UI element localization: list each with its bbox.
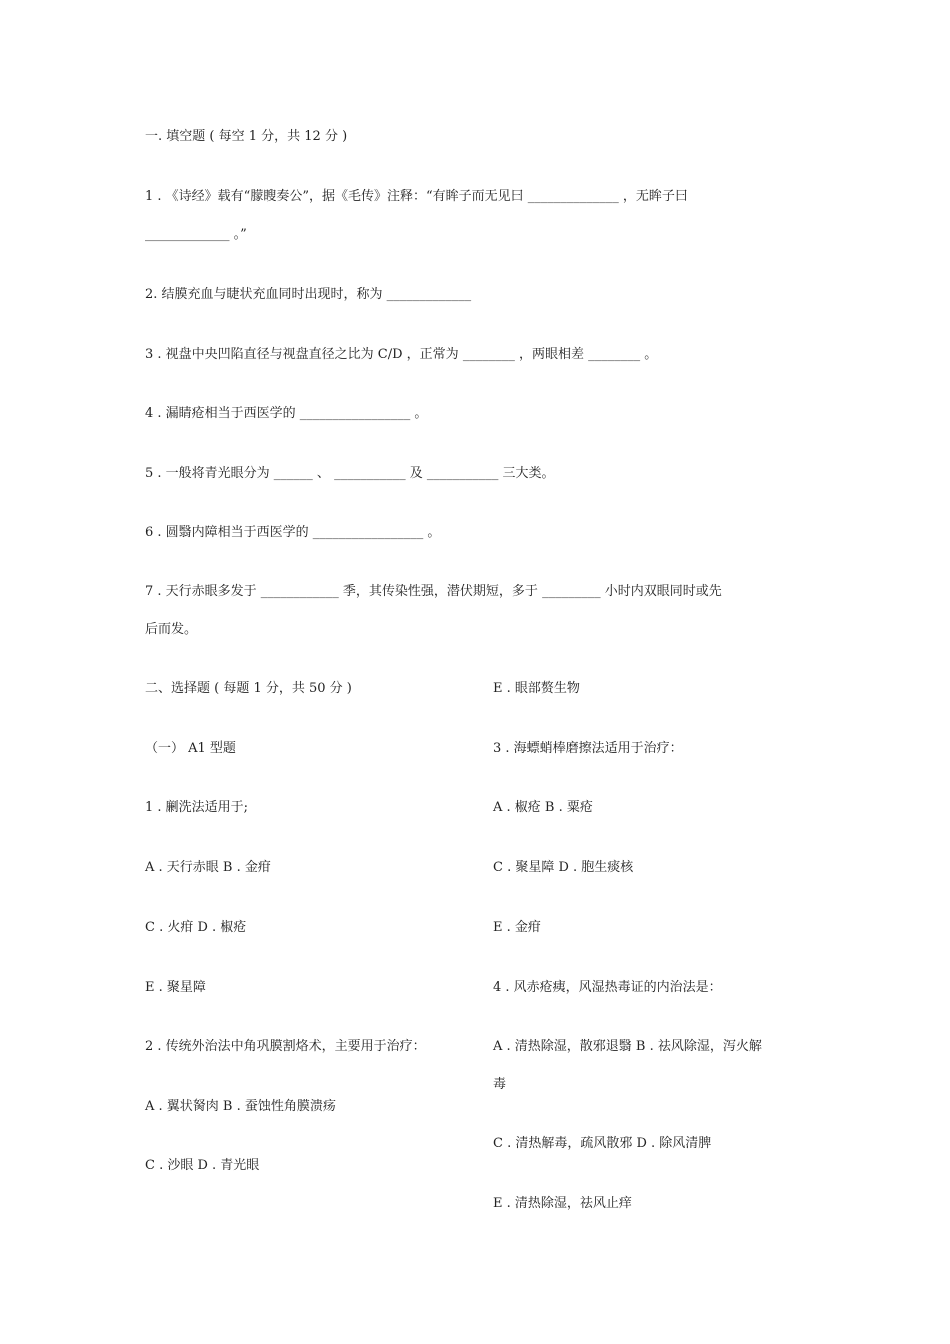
question-6: 6 . 圆翳内障相当于西医学的 _________________ 。 (145, 525, 441, 540)
mc-question-3-option-e: E . 金疳 (493, 920, 541, 935)
mc-question-2-options-cd: C . 沙眼 D . 青光眼 (145, 1158, 260, 1173)
mc-question-4: 4 . 风赤疮痍，风湿热毒证的内治法是： (493, 980, 722, 995)
mc-question-4-options-ab-wrap: 毒 (493, 1077, 507, 1092)
mc-question-3-options-ab: A . 椒疮 B . 粟疮 (493, 800, 593, 815)
mc-question-4-options-cd: C . 清热解毒，疏风散邪 D . 除风清脾 (493, 1136, 712, 1151)
question-5: 5 . 一般将青光眼分为 ______ 、 ___________ 及 ___________ 三大类。 (145, 466, 555, 481)
question-7-line-1: 7 . 天行赤眼多发于 ____________ 季，其传染性强，潜伏期短，多于 _________ 小时内双眼同时或先 (145, 584, 722, 599)
mc-question-1-options-ab: A . 天行赤眼 B . 金疳 (145, 860, 271, 875)
section2-title: 二、选择题 ( 每题 1 分，共 50 分 ) (145, 681, 352, 696)
section1-title: 一. 填空题 ( 每空 1 分，共 12 分 ) (145, 129, 348, 144)
mc-question-4-options-ab: A . 清热除湿，散邪退翳 B . 祛风除湿，泻火解 (493, 1039, 762, 1054)
mc-question-1-option-e: E . 聚星障 (145, 980, 206, 995)
mc-question-3: 3 . 海螵蛸棒磨擦法适用于治疗： (493, 741, 683, 756)
mc-question-2-option-e: E . 眼部赘生物 (493, 681, 580, 696)
mc-question-1: 1 . 劆洗法适用于; (145, 800, 249, 815)
question-7-line-2: 后而发。 (145, 622, 198, 637)
question-2: 2. 结膜充血与睫状充血同时出现时，称为 _____________ (145, 287, 472, 302)
question-1-line-1: 1 . 《诗经》载有“朦瞍奏公”，据《毛传》注释：“有眸子而无见曰 ______________ ，无眸子曰 (145, 189, 688, 204)
mc-question-2-options-ab: A . 翼状胬肉 B . 蚕蚀性角膜溃疡 (145, 1099, 336, 1114)
mc-question-2: 2 . 传统外治法中角巩膜割烙术，主要用于治疗： (145, 1039, 426, 1054)
mc-question-1-options-cd: C . 火疳 D . 椒疮 (145, 920, 247, 935)
question-4: 4 . 漏睛疮相当于西医学的 _________________ 。 (145, 406, 428, 421)
question-3: 3 . 视盘中央凹陷直径与视盘直径之比为 C/D ，正常为 ________ ，两眼相差 ________ 。 (145, 347, 658, 362)
mc-question-3-options-cd: C . 聚星障 D . 胞生痰核 (493, 860, 634, 875)
question-1-line-2: _____________ 。” (145, 227, 247, 242)
mc-question-4-option-e: E . 清热除湿，祛风止痒 (493, 1196, 632, 1211)
section2-subtitle: （一） A1 型题 (145, 741, 236, 756)
